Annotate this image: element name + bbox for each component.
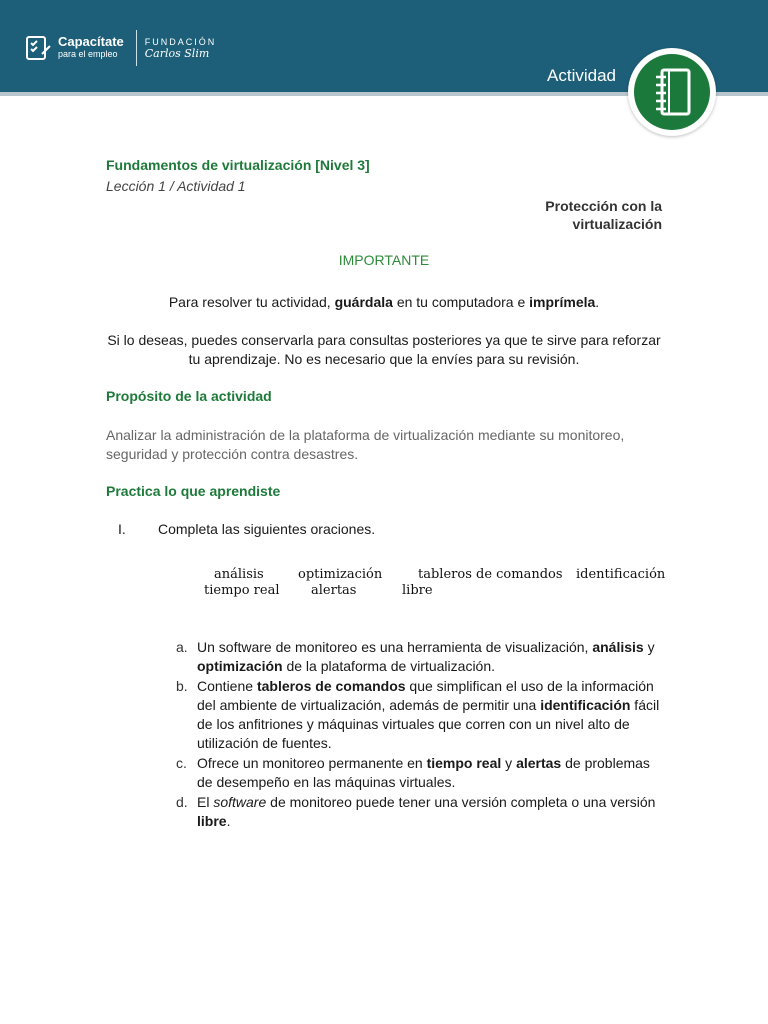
course-title: Fundamentos de virtualización [Nivel 3] [106,157,370,173]
instr-text-2: en tu computadora e [392,294,530,310]
item-text: Ofrece un monitoreo permanente en tiempo real y alertas de problemas de desempeño en las máquinas virtuales. [197,755,650,790]
topic-title: Protección con la virtualización [545,198,662,232]
bank-word: identificación [576,567,666,582]
list-item [176,638,666,676]
instr-bold-1: guárdala [334,294,393,310]
item-letter: c. [176,755,187,771]
list-item [176,754,666,792]
lesson-label: Lección 1 / Actividad 1 [106,178,246,194]
notebook-icon [654,68,692,116]
bank-word: análisis [214,567,264,582]
activity-badge [628,48,716,136]
logo-divider [136,30,137,66]
instructions-paragraph [106,293,662,312]
purpose-text: Analizar la administración de la plataforma de virtualización mediante su monitoreo, seguridad y protección contra desastres. [106,427,625,462]
list-item [176,677,666,753]
exercise-numeral: I. [118,521,126,537]
brand-main: Capacítate [58,34,124,49]
instr-bold-2: imprímela [529,294,596,310]
item-text: El software de monitoreo puede tener una versión completa o una versión libre. [197,794,656,829]
important-heading: IMPORTANTE [338,252,430,268]
bank-word: optimización [298,567,383,582]
list-item [176,793,666,831]
instr-text-1: Para resolver tu actividad, [168,294,335,310]
exercise-instruction: Completa las siguientes oraciones. [158,521,376,537]
item-letter: a. [176,639,188,655]
bank-word: alertas [311,583,357,598]
item-letter: d. [176,794,188,810]
foundation-label: FUNDACIÓN [144,36,217,47]
item-text: Contiene tableros de comandos que simplifican el uso de la información del ambiente de virtualización, además de permitir una identificación fácil de los anfitriones y máquinas virtuales que corren con un nivel alto de utilización de fuentes. [197,678,660,751]
note-paragraph: Si lo deseas, puedes conservarla para consultas posteriores ya que te sirve para reforzar tu aprendizaje. No es necesario que la envíes para su revisión. [107,332,661,367]
bank-word: tiempo real [204,583,280,598]
sentence-list [176,638,666,832]
item-text: Un software de monitoreo es una herramienta de visualización, análisis y optimización de la plataforma de virtualización. [197,639,655,674]
brand-sub: para el empleo [58,49,118,59]
brand-logo [24,28,216,68]
foundation-name: Carlos Slim [144,46,210,60]
item-letter: b. [176,678,188,694]
practice-title: Practica lo que aprendiste [106,483,281,499]
purpose-title: Propósito de la actividad [106,388,272,404]
instr-text-3: . [595,294,600,310]
activity-label: Actividad [547,66,616,85]
checklist-icon [24,34,52,62]
bank-word: libre [402,583,433,598]
bank-word: tableros de comandos [418,567,563,582]
